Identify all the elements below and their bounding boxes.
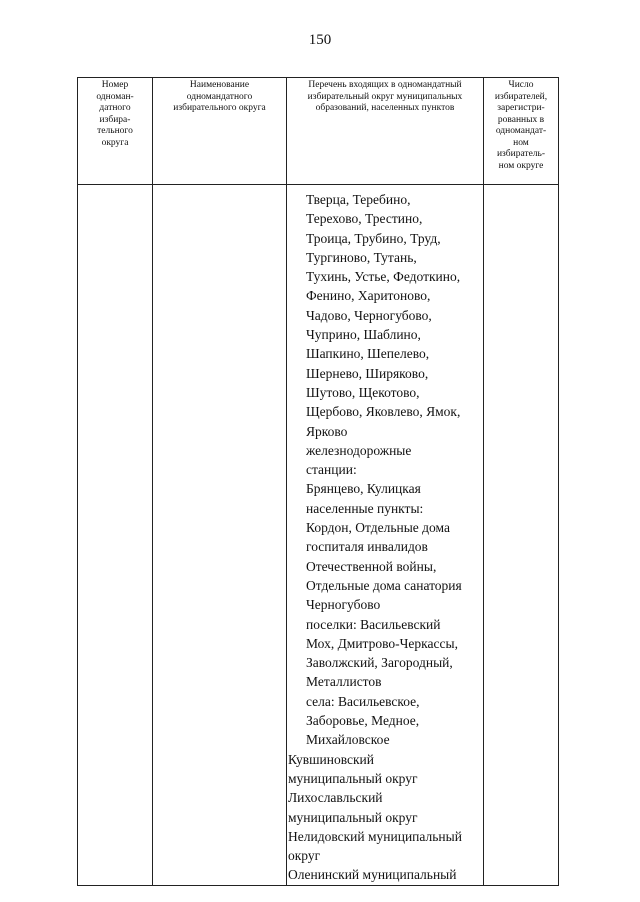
list-item: железнодорожные	[306, 442, 412, 458]
cell-district-number	[78, 185, 153, 886]
header-line: одномандат-	[495, 126, 547, 136]
header-line: округа	[101, 137, 129, 148]
header-line: избирательный округ муниципальных	[307, 91, 463, 102]
municipalities-list	[287, 185, 483, 885]
list-item: Тухинь, Устье, Федоткино,	[306, 269, 461, 285]
list-item: Отдельные дома санатория	[306, 577, 462, 593]
header-line: избирателей,	[494, 91, 548, 102]
list-item: населенные пункты:	[306, 500, 424, 516]
header-line: образований, населенных пунктов	[315, 103, 455, 113]
header-district-number	[78, 78, 153, 185]
list-item: села: Васильевское,	[306, 693, 420, 709]
list-item: Фенино, Харитоново,	[306, 288, 431, 304]
header-line: зарегистри-	[497, 103, 545, 113]
list-item: Терехово, Трестино,	[306, 211, 423, 227]
list-item: Шапкино, Шепелево,	[306, 346, 430, 362]
list-item: Щербово, Яковлево, Ямок,	[306, 404, 461, 420]
list-item: округ	[288, 848, 321, 864]
header-line: Номер	[101, 80, 129, 90]
header-line: избиратель-	[496, 149, 546, 159]
list-item: Тверца, Теребино,	[306, 192, 411, 207]
header-line: тельного	[97, 126, 133, 136]
list-item: госпиталя инвалидов	[306, 539, 428, 555]
list-item: поселки: Васильевский	[306, 616, 441, 632]
list-item: муниципальный округ	[288, 809, 418, 825]
list-item: станции:	[306, 462, 357, 478]
list-item: Ярково	[306, 423, 348, 439]
list-item: Отечественной войны,	[306, 558, 437, 574]
table-row	[78, 185, 559, 886]
page-number: 150	[308, 32, 332, 48]
cell-municipalities-list	[287, 185, 484, 886]
list-item: Тургиново, Тутань,	[306, 249, 417, 265]
header-line: избирательного округа	[173, 103, 266, 113]
header-line: Число	[508, 80, 534, 90]
header-line: рованных в	[497, 114, 545, 125]
header-line: датного	[99, 103, 131, 113]
header-line: одномандатного	[186, 91, 253, 102]
cell-voter-count	[484, 185, 559, 886]
list-item: Металлистов	[306, 674, 382, 690]
list-item: Мох, Дмитрово-Черкассы,	[306, 635, 458, 651]
header-municipalities-list	[287, 78, 484, 185]
list-item: Кордон, Отдельные дома	[306, 520, 450, 536]
list-item: Оленинский муниципальный	[288, 867, 457, 883]
header-line: одноман-	[96, 91, 134, 102]
districts-table	[77, 77, 559, 886]
list-item: Шернево, Ширяково,	[306, 365, 429, 381]
header-line: Перечень входящих в одномандатный	[308, 80, 462, 90]
list-item: Чуприно, Шаблино,	[306, 327, 421, 343]
list-item: Шутово, Щекотово,	[306, 384, 420, 400]
header-voter-count	[484, 78, 559, 185]
list-item: Кувшиновский	[288, 751, 375, 767]
header-district-name	[153, 78, 287, 185]
cell-district-name	[153, 185, 287, 886]
list-item: Брянцево, Кулицкая	[306, 481, 421, 497]
header-line: Наименование	[189, 80, 250, 90]
list-item: Черногубово	[306, 597, 381, 613]
list-item: Михайловское	[306, 732, 390, 748]
list-item: Лихославльский	[288, 790, 383, 806]
list-item: муниципальный округ	[288, 770, 418, 786]
list-item: Чадово, Черногубово,	[306, 307, 432, 323]
list-item: Нелидовский муниципальный	[288, 828, 462, 844]
header-line: ном округе	[498, 160, 544, 171]
list-item: Заволжский, Загородный,	[306, 655, 453, 671]
header-line: избира-	[99, 114, 131, 125]
list-item: Заборовье, Медное,	[306, 713, 420, 729]
table-header-row	[78, 78, 559, 185]
list-item: Троица, Трубино, Труд,	[306, 230, 441, 246]
header-line: ном	[513, 137, 529, 148]
